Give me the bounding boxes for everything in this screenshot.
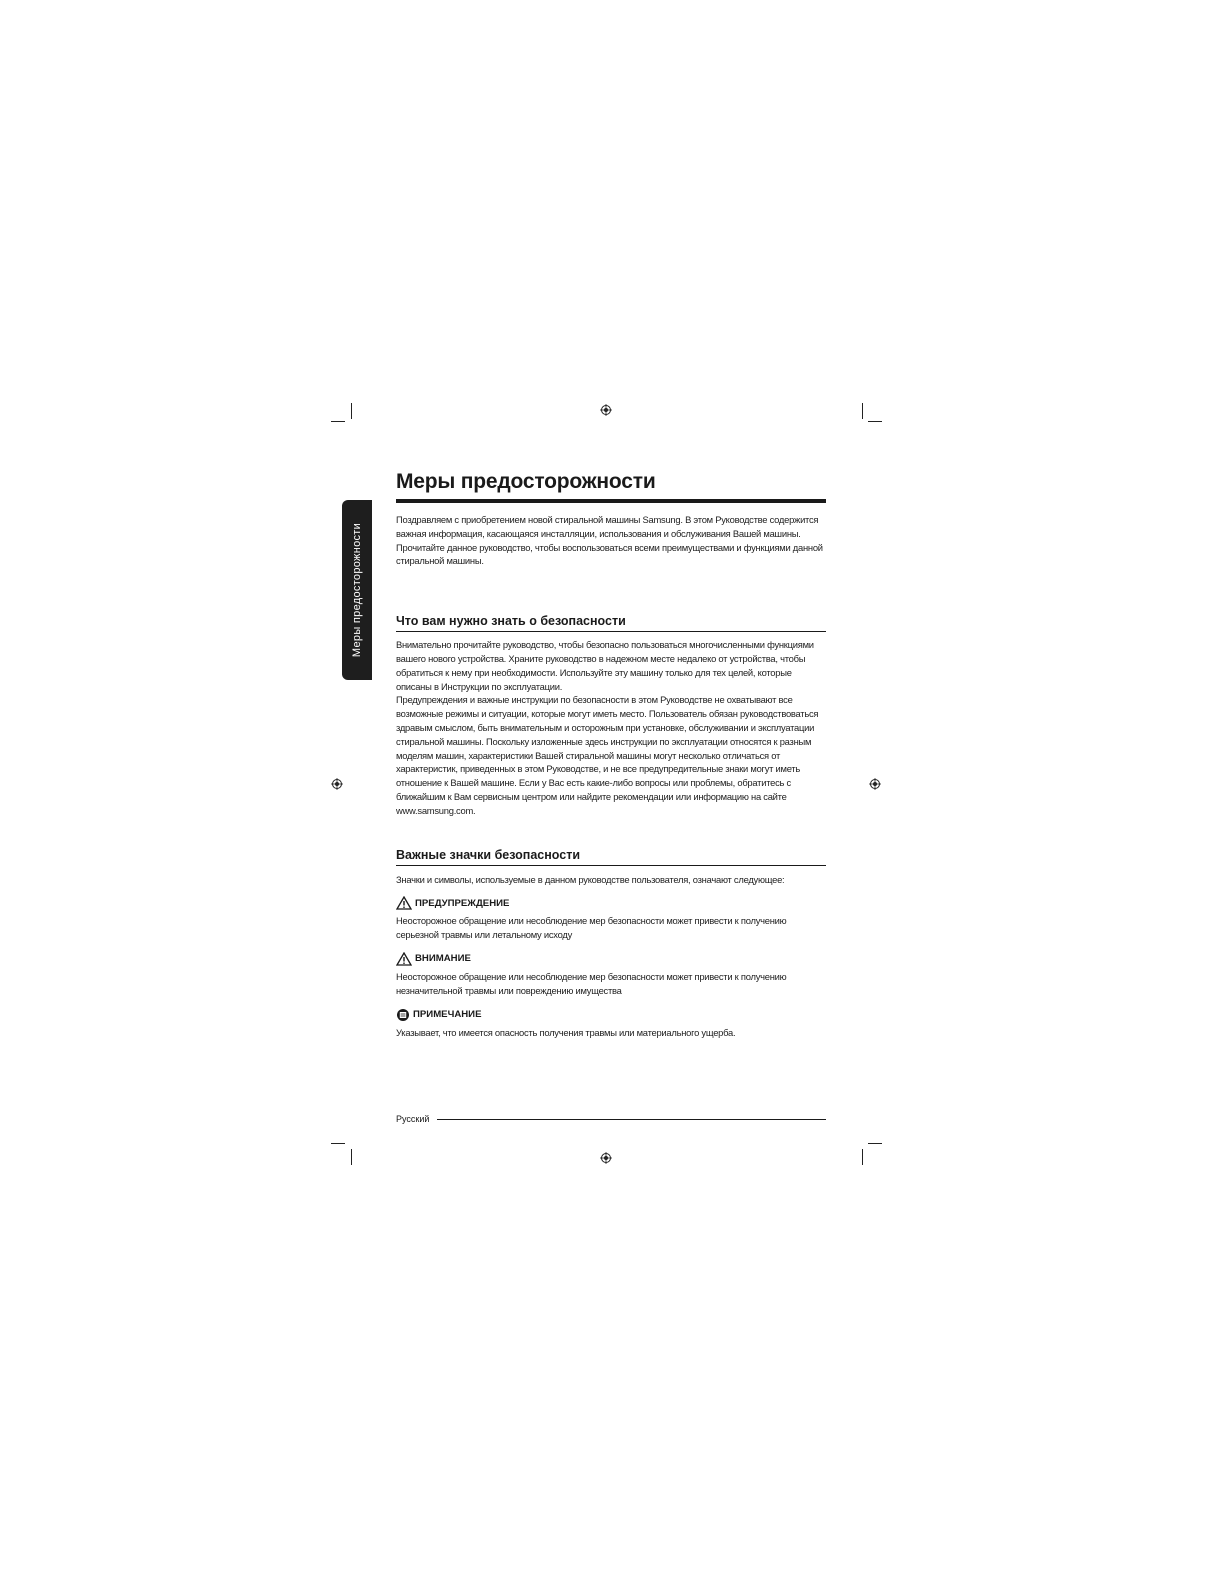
page-title: Меры предосторожности	[396, 470, 826, 503]
caution-triangle-icon	[396, 952, 412, 966]
warning-triangle-icon	[396, 896, 412, 910]
section-title-safety-symbols: Важные значки безопасности	[396, 848, 826, 866]
crop-mark	[351, 1149, 352, 1165]
crop-mark	[331, 421, 345, 422]
page-content	[396, 470, 826, 1039]
note-heading	[396, 1008, 826, 1022]
footer-language: Русский	[396, 1114, 430, 1124]
warning-text: Неосторожное обращение или несоблюдение мер безопасности может привести к получению серьезной травмы или летальному исходу	[396, 915, 787, 941]
footer-rule	[437, 1119, 826, 1120]
registration-mark-icon	[600, 1152, 612, 1164]
registration-mark-icon	[869, 778, 881, 790]
warning-label: ПРЕДУПРЕЖДЕНИЕ	[415, 897, 510, 909]
crop-mark	[868, 421, 882, 422]
crop-mark	[862, 1149, 863, 1165]
registration-mark-icon	[600, 404, 612, 416]
side-section-tab	[342, 500, 372, 680]
registration-mark-icon	[331, 778, 343, 790]
symbols-intro: Значки и символы, используемые в данном руководстве пользователя, означают следующее:	[396, 873, 785, 885]
warning-heading	[396, 896, 826, 910]
note-text: Указывает, что имеется опасность получения травмы или материального ущерба.	[396, 1026, 736, 1038]
intro-paragraph: Поздравляем с приобретением новой стиральной машины Samsung. В этом Руководстве содержится важная информация, касающаяся инсталляции, использования и обслуживания Вашей машины. Прочитайте данное руководство, чтобы воспользоваться всеми преимуществами и функциями данной стиральной машины.	[396, 514, 823, 567]
safety-paragraph-2: Предупреждения и важные инструкции по безопасности в этом Руководстве не охватывают все возможные режимы и ситуации, которые могут иметь место. Пользователь обязан руководствоваться здравым смыслом, быть внимательным и осторожным при установке, обслуживании и эксплуатации стиральной машины. Поскольку изложенные здесь инструкции по эксплуатации относятся к разным моделям машин, характеристики Вашей стиральной машины могут несколько отличаться от характеристик, приведенных в этом Руководстве, и не все предупредительные знаки могут иметь отношение к Вашей машине. Если у Вас есть какие-либо вопросы или проблемы, обратитесь с ближайшим к Вам сервисным центром или найдите рекомендации или информацию на сайте www.samsung.com.	[396, 694, 819, 816]
safety-paragraph-1: Внимательно прочитайте руководство, чтобы безопасно пользоваться многочисленными функциями вашего нового устройства. Храните руководство в надежном месте недалеко от устройства, чтобы обратиться к нему при необходимости. Используйте эту машину только для тех целей, которые описаны в Инструкции по эксплуатации.	[396, 639, 814, 692]
crop-mark	[868, 1143, 882, 1144]
crop-mark	[862, 403, 863, 419]
section-title-safety-knowledge: Что вам нужно знать о безопасности	[396, 614, 826, 632]
caution-heading	[396, 952, 826, 966]
note-circle-icon	[396, 1008, 410, 1022]
side-section-tab-label: Меры предосторожности	[351, 522, 363, 658]
page-footer	[396, 1114, 826, 1124]
crop-mark	[351, 403, 352, 419]
caution-text: Неосторожное обращение или несоблюдение мер безопасности может привести к получению незначительной травмы или повреждению имущества	[396, 970, 787, 996]
caution-label: ВНИМАНИЕ	[415, 953, 471, 965]
crop-mark	[331, 1143, 345, 1144]
note-label: ПРИМЕЧАНИЕ	[413, 1009, 482, 1021]
